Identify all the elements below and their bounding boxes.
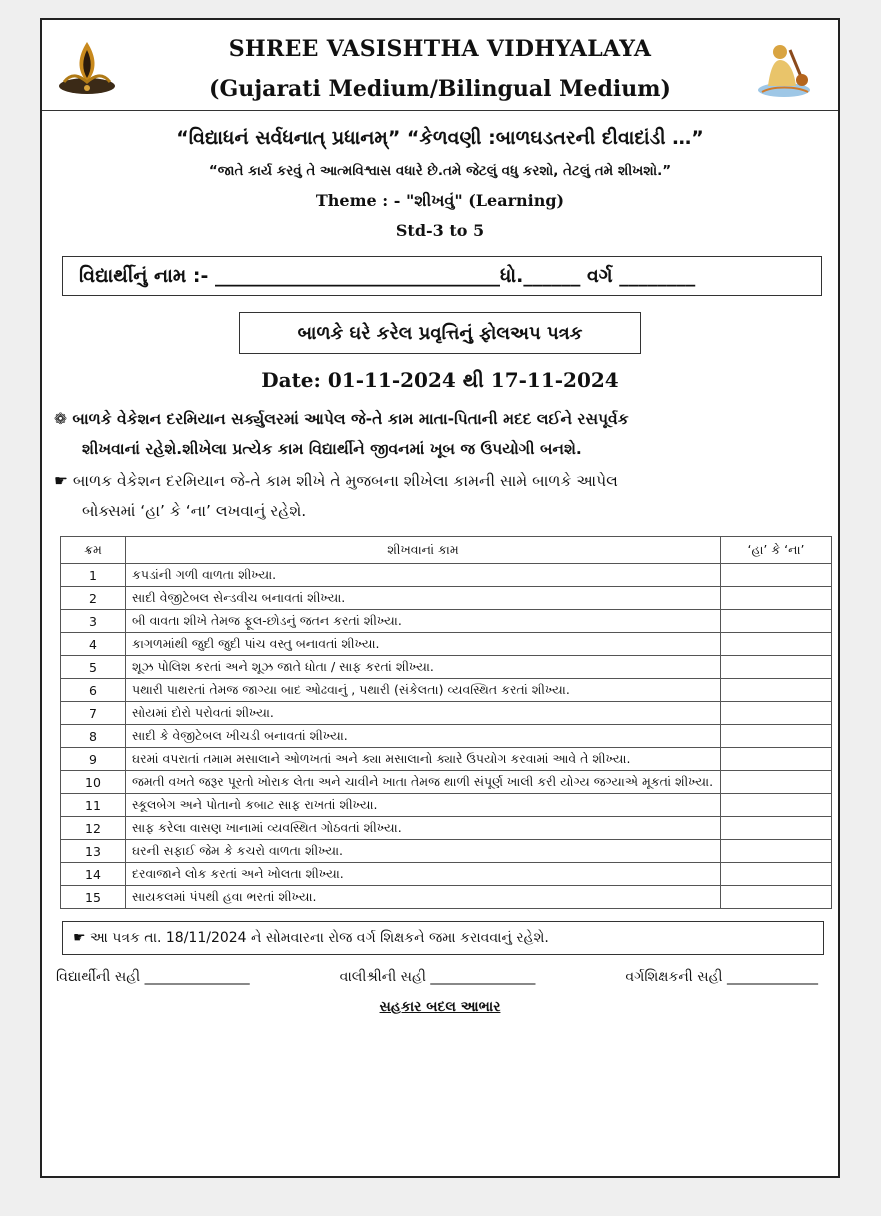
teacher-signature[interactable]: વર્ગશિક્ષકની સહી _____________ bbox=[625, 969, 818, 985]
answer-cell[interactable] bbox=[721, 840, 832, 863]
parent-signature[interactable]: વાલીશ્રીની સહી _______________ bbox=[339, 969, 536, 985]
row-number: 11 bbox=[61, 794, 126, 817]
student-name-field[interactable] bbox=[62, 256, 822, 296]
row-number: 12 bbox=[61, 817, 126, 840]
table-row bbox=[61, 794, 832, 817]
table-row bbox=[61, 863, 832, 886]
row-task: સોયમાં દોરો પરોવતાં શીખ્યા. bbox=[126, 702, 721, 725]
submission-note: ☛ આ પત્રક તા. 18/11/2024 ને સોમવારના રોજ વર્ગ શિક્ષકને જમા કરાવવાનું રહેશે. bbox=[62, 921, 824, 955]
table-row bbox=[61, 840, 832, 863]
student-signature[interactable]: વિદ્યાર્થીની સહી _______________ bbox=[56, 969, 250, 985]
table-row bbox=[61, 817, 832, 840]
tasks-table bbox=[60, 536, 832, 909]
row-number: 6 bbox=[61, 679, 126, 702]
table-row bbox=[61, 564, 832, 587]
table-row bbox=[61, 633, 832, 656]
answer-cell[interactable] bbox=[721, 771, 832, 794]
school-medium: (Gujarati Medium/Bilingual Medium) bbox=[209, 76, 671, 102]
table-row bbox=[61, 610, 832, 633]
row-task: ઘરની સફાઈ જેમ કે કચરો વાળતા શીખ્યા. bbox=[126, 840, 721, 863]
row-number: 13 bbox=[61, 840, 126, 863]
instruction-2-line-b: બોક્સમાં ‘હા’ કે ‘ના’ લખવાનું રહેશે. bbox=[82, 502, 307, 520]
row-number: 7 bbox=[61, 702, 126, 725]
header-answer: ‘હા’ કે ‘ના’ bbox=[721, 537, 832, 564]
form-title: બાળકે ઘરે કરેલ પ્રવૃત્તિનું ફોલઅપ પત્રક bbox=[239, 312, 641, 354]
row-number: 2 bbox=[61, 587, 126, 610]
answer-cell[interactable] bbox=[721, 863, 832, 886]
date-range: Date: 01-11-2024 થી 17-11-2024 bbox=[261, 368, 619, 392]
row-task: સાદી વેજીટેબલ સેન્ડવીચ બનાવતાં શીખ્યા. bbox=[126, 587, 721, 610]
row-task: બી વાવતા શીખે તેમજ ફૂલ-છોડનું જતન કરતાં શીખ્યા. bbox=[126, 610, 721, 633]
row-number: 10 bbox=[61, 771, 126, 794]
motto: “વિદ્યાધનં સર્વધનાત્ પ્રધાનમ્” “કેળવણી :બાળઘડતરની દીવાદાંડી …” bbox=[176, 127, 704, 149]
instruction-2 bbox=[54, 466, 822, 526]
answer-cell[interactable] bbox=[721, 656, 832, 679]
table-row bbox=[61, 886, 832, 909]
row-task: કપડાંની ગળી વાળતા શીખ્યા. bbox=[126, 564, 721, 587]
answer-cell[interactable] bbox=[721, 587, 832, 610]
header-task: શીખવાનાં કામ bbox=[126, 537, 721, 564]
answer-cell[interactable] bbox=[721, 794, 832, 817]
table-row bbox=[61, 771, 832, 794]
answer-cell[interactable] bbox=[721, 725, 832, 748]
thanks-note: સહકાર બદલ આભાર bbox=[379, 999, 501, 1015]
row-number: 14 bbox=[61, 863, 126, 886]
row-number: 8 bbox=[61, 725, 126, 748]
document-sheet bbox=[40, 18, 840, 1178]
answer-cell[interactable] bbox=[721, 886, 832, 909]
school-name: SHREE VASISHTHA VIDHYALAYA bbox=[228, 36, 652, 62]
row-task: સાયકલમાં પંપથી હવા ભરતાં શીખ્યા. bbox=[126, 886, 721, 909]
row-task: ઘરમાં વપરાતાં તમામ મસાલાને ઓળખતાં અને ક્યા મસાલાનો ક્યારે ઉપયોગ કરવામાં આવે તે શીખ્યા. bbox=[126, 748, 721, 771]
row-number: 4 bbox=[61, 633, 126, 656]
saraswati-image bbox=[750, 36, 818, 100]
instruction-2-line-a: ☛ બાળક વેકેશન દરમિયાન જે-તે કામ શીખે તે મુજબના શીખેલા કામની સામે બાળકે આપેલ bbox=[54, 472, 618, 490]
table-row bbox=[61, 656, 832, 679]
row-task: પથારી પાથરતાં તેમજ જાગ્યા બાદ ઓઢવાનું , પથારી (સંકેલતા) વ્યવસ્થિત કરતાં શીખ્યા. bbox=[126, 679, 721, 702]
row-task: દરવાજાને લોક કરતાં અને ખોલતા શીખ્યા. bbox=[126, 863, 721, 886]
table-row bbox=[61, 725, 832, 748]
quote: “જાતે કાર્ય કરવું તે આત્મવિશ્વાસ વધારે છે.તમે જેટલું વધુ કરશો, તેટલું તમે શીખશો.” bbox=[208, 163, 672, 179]
table-row bbox=[61, 679, 832, 702]
theme: Theme : - "શીખવું" (Learning) bbox=[315, 191, 565, 210]
row-task: કાગળમાંથી જુદી જુદી પાંચ વસ્તુ બનાવતાં શીખ્યા. bbox=[126, 633, 721, 656]
row-number: 5 bbox=[61, 656, 126, 679]
signature-row bbox=[56, 969, 818, 985]
row-task: સ્કૂલબેગ અને પોતાનો કબાટ સાફ રાખતાં શીખ્યા. bbox=[126, 794, 721, 817]
instruction-1 bbox=[54, 404, 822, 464]
table-row bbox=[61, 702, 832, 725]
answer-cell[interactable] bbox=[721, 702, 832, 725]
row-number: 9 bbox=[61, 748, 126, 771]
table-header-row bbox=[61, 537, 832, 564]
answer-cell[interactable] bbox=[721, 564, 832, 587]
answer-cell[interactable] bbox=[721, 679, 832, 702]
answer-cell[interactable] bbox=[721, 610, 832, 633]
row-task: જમતી વખતે જરૂર પૂરતો ખોરાક લેતા અને ચાવીને ખાતા તેમજ થાળી સંપૂર્ણ ખાલી કરી યોગ્ય જગ્યાએ મૂકતાં શીખ્યા. bbox=[126, 771, 721, 794]
answer-cell[interactable] bbox=[721, 817, 832, 840]
row-task: સાદી કે વેજીટેબલ ખીચડી બનાવતાં શીખ્યા. bbox=[126, 725, 721, 748]
standard: Std-3 to 5 bbox=[395, 221, 485, 240]
row-number: 3 bbox=[61, 610, 126, 633]
answer-cell[interactable] bbox=[721, 748, 832, 771]
row-number: 1 bbox=[61, 564, 126, 587]
table-row bbox=[61, 587, 832, 610]
instruction-1-line-b: શીખવાનાં રહેશે.શીખેલા પ્રત્યેક કામ વિદ્યાર્થીને જીવનમાં ખૂબ જ ઉપયોગી બનશે. bbox=[82, 440, 582, 458]
table-row bbox=[61, 748, 832, 771]
header-serial: ક્રમ bbox=[61, 537, 126, 564]
answer-cell[interactable] bbox=[721, 633, 832, 656]
student-name-label: વિદ્યાર્થીનું નામ :- ______________________________ધો.______ વર્ગ ________ bbox=[79, 265, 696, 287]
header bbox=[42, 20, 838, 111]
instruction-1-line-a: ❁ બાળકે વેકેશન દરમિયાન સર્ક્યુલરમાં આપેલ જે-તે કામ માતા-પિતાની મદદ લઈને રસપૂર્વક bbox=[54, 410, 629, 428]
row-number: 15 bbox=[61, 886, 126, 909]
row-task: સાફ કરેલા વાસણ ખાનામાં વ્યવસ્થિત ગોઠવતાં શીખ્યા. bbox=[126, 817, 721, 840]
row-task: શૂઝ પોલિશ કરતાં અને શૂઝ જાતે ધોતા / સાફ કરતાં શીખ્યા. bbox=[126, 656, 721, 679]
